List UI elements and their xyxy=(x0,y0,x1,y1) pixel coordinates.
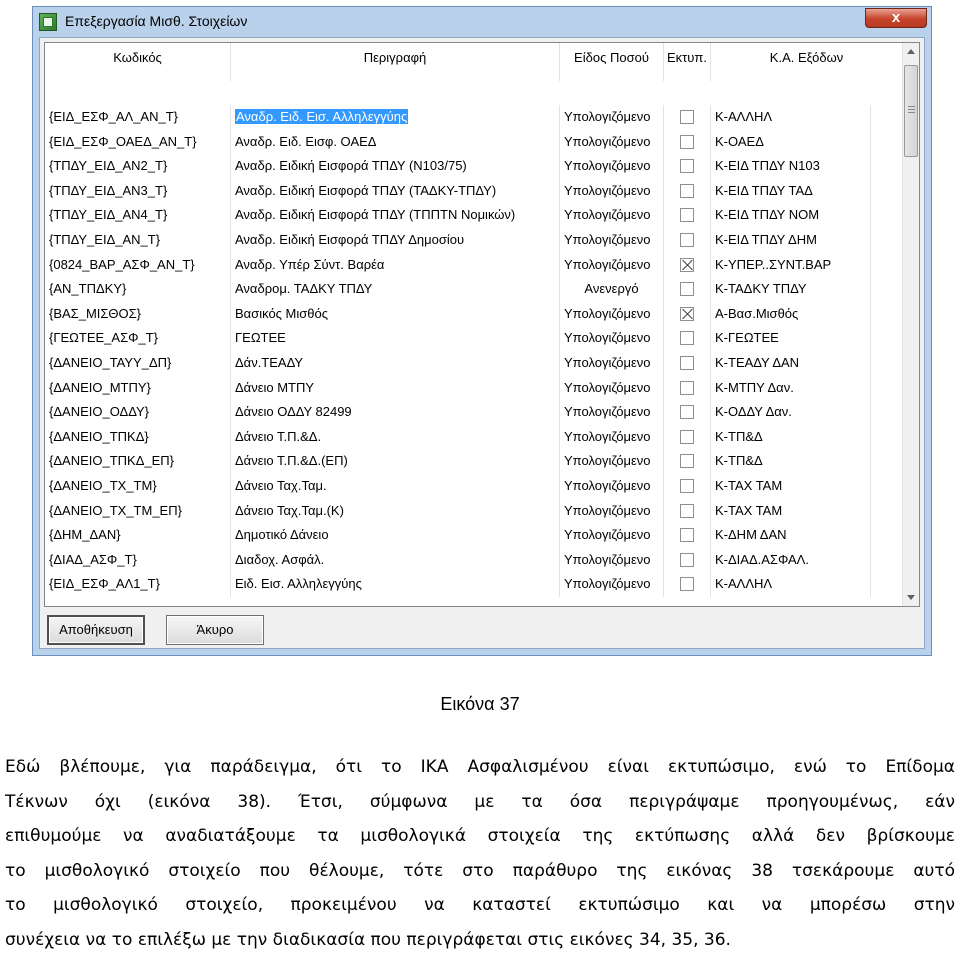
table-row[interactable] xyxy=(45,277,903,302)
description-text: Δάνειο ΜΤΠΥ xyxy=(235,379,315,395)
code-cell[interactable]: {ΔΑΝΕΙΟ_ΤΠΚΔ_ΕΠ} xyxy=(45,449,231,474)
printable-cell xyxy=(664,523,711,548)
paragraph-line: Τέκνων όχι (εικόνα 38). Έτσι, σύμφωνα με τα όσα περιγράψαμε προηγουμένως, εάν xyxy=(5,791,955,812)
expense-code-cell[interactable]: Α-Βασ.Μισθός xyxy=(711,302,871,327)
printable-cell xyxy=(664,228,711,253)
printable-cell xyxy=(664,376,711,401)
table-row[interactable] xyxy=(45,253,903,278)
code-cell[interactable]: {ΔΙΑΔ_ΑΣΦ_Τ} xyxy=(45,548,231,573)
payroll-items-grid xyxy=(44,42,920,607)
code-cell[interactable]: {ΔΑΝΕΙΟ_ΜΤΠΥ} xyxy=(45,376,231,401)
amount-type-cell[interactable]: Υπολογιζόμενο xyxy=(560,179,664,204)
printable-checkbox[interactable] xyxy=(680,577,694,591)
expense-code-cell[interactable]: Κ-ΔΗΜ ΔΑΝ xyxy=(711,523,871,548)
description-text: Αναδρ. Ειδική Εισφορά ΤΠΔΥ (ΤΠΠΤΝ Νομικών) xyxy=(235,207,516,223)
description-cell[interactable] xyxy=(231,302,560,327)
amount-type-cell[interactable]: Υπολογιζόμενο xyxy=(560,474,664,499)
column-header[interactable]: Κωδικός xyxy=(45,43,231,81)
printable-cell xyxy=(664,400,711,425)
code-cell[interactable]: {ΓΕΩΤΕΕ_ΑΣΦ_Τ} xyxy=(45,326,231,351)
amount-type-cell[interactable]: Υπολογιζόμενο xyxy=(560,203,664,228)
code-cell[interactable]: {ΤΠΔΥ_ΕΙΔ_ΑΝ_Τ} xyxy=(45,228,231,253)
table-row[interactable] xyxy=(45,572,903,597)
amount-type-cell[interactable]: Υπολογιζόμενο xyxy=(560,400,664,425)
code-cell[interactable]: {ΔΑΝΕΙΟ_ΤΠΚΔ} xyxy=(45,425,231,450)
printable-cell xyxy=(664,302,711,327)
code-cell[interactable]: {ΤΠΔΥ_ΕΙΔ_ΑΝ2_Τ} xyxy=(45,154,231,179)
description-text: Αναδρ. Ειδική Εισφορά ΤΠΔΥ (Ν103/75) xyxy=(235,158,467,174)
paragraph-line: επιθυμούμε να αναδιατάξουμε τα μισθολογικά στοιχεία της εκτύπωσης αλλά δεν βρίσκουμε xyxy=(5,826,955,847)
description-cell[interactable] xyxy=(231,253,560,278)
description-text: Δάνειο Τ.Π.&Δ.(ΕΠ) xyxy=(235,453,348,469)
description-text: Δάνειο Ταχ.Ταμ. xyxy=(235,477,327,493)
close-button[interactable]: x xyxy=(865,8,927,28)
window-client-area xyxy=(39,37,925,649)
description-text: Δάνειο Τ.Π.&Δ. xyxy=(235,428,322,444)
description-text: Αναδρ. Υπέρ Σύντ. Βαρέα xyxy=(235,256,385,272)
printable-cell xyxy=(664,179,711,204)
description-text: Αναδρ. Ειδ. Εισφ. ΟΑΕΔ xyxy=(235,133,377,149)
amount-type-cell[interactable]: Υπολογιζόμενο xyxy=(560,548,664,573)
code-cell[interactable]: {0824_ΒΑΡ_ΑΣΦ_ΑΝ_Τ} xyxy=(45,253,231,278)
printable-checkbox[interactable] xyxy=(680,258,694,272)
paragraph-line: συνέχεια να το επιλέξω με την διαδικασία που περιγράφεται στις εικόνες 34, 35, 36. xyxy=(5,929,731,950)
expense-code-cell[interactable]: Κ-ΤΠ&Δ xyxy=(711,425,871,450)
description-text: Δημοτικό Δάνειο xyxy=(235,527,329,543)
body-paragraph xyxy=(5,750,955,958)
table-row[interactable] xyxy=(45,154,903,179)
edit-payroll-items-window xyxy=(32,6,932,656)
description-cell[interactable] xyxy=(231,499,560,524)
printable-checkbox[interactable] xyxy=(680,504,694,518)
table-row[interactable] xyxy=(45,449,903,474)
printable-checkbox[interactable] xyxy=(680,356,694,370)
printable-checkbox[interactable] xyxy=(680,479,694,493)
code-cell[interactable]: {ΔΑΝΕΙΟ_ΟΔΔΥ} xyxy=(45,400,231,425)
description-text: Αναδρ. Ειδική Εισφορά ΤΠΔΥ Δημοσίου xyxy=(235,231,465,247)
description-text: Διαδοχ. Ασφάλ. xyxy=(235,551,325,567)
amount-type-cell[interactable]: Υπολογιζόμενο xyxy=(560,105,664,130)
printable-cell xyxy=(664,425,711,450)
description-text: ΓΕΩΤΕΕ xyxy=(235,330,286,346)
expense-code-cell[interactable]: Κ-ΔΙΑΔ.ΑΣΦΑΛ. xyxy=(711,548,871,573)
expense-code-cell[interactable]: Κ-ΟΑΕΔ xyxy=(711,130,871,155)
expense-code-cell[interactable]: Κ-ΤΕΑΔΥ ΔΑΝ xyxy=(711,351,871,376)
paragraph-line: Εδώ βλέπουμε, για παράδειγμα, ότι το ΙΚΑ Ασφαλισμένου είναι εκτυπώσιμο, ενώ το Επίδομα xyxy=(5,757,955,777)
printable-checkbox[interactable] xyxy=(680,553,694,567)
printable-cell xyxy=(664,203,711,228)
table-row[interactable] xyxy=(45,548,903,573)
amount-type-cell[interactable]: Υπολογιζόμενο xyxy=(560,302,664,327)
code-cell[interactable]: {ΤΠΔΥ_ΕΙΔ_ΑΝ3_Τ} xyxy=(45,179,231,204)
code-cell[interactable]: {ΕΙΔ_ΕΣΦ_ΑΛ_ΑΝ_Τ} xyxy=(45,105,231,130)
code-cell[interactable]: {ΔΑΝΕΙΟ_ΤΧ_ΤΜ} xyxy=(45,474,231,499)
table-row[interactable] xyxy=(45,105,903,130)
code-cell[interactable]: {ΑΝ_ΤΠΔΚΥ} xyxy=(45,277,231,302)
printable-checkbox[interactable] xyxy=(680,430,694,444)
expense-code-cell[interactable]: Κ-ΟΔΔΥ Δαν. xyxy=(711,400,871,425)
amount-type-cell[interactable]: Υπολογιζόμενο xyxy=(560,351,664,376)
printable-cell xyxy=(664,351,711,376)
code-cell[interactable]: {ΤΠΔΥ_ΕΙΔ_ΑΝ4_Τ} xyxy=(45,203,231,228)
table-row[interactable] xyxy=(45,474,903,499)
save-button[interactable]: Αποθήκευση xyxy=(47,615,145,645)
expense-code-cell[interactable]: Κ-ΤΑΔΚΥ ΤΠΔΥ xyxy=(711,277,871,302)
description-text: Δάνειο Ταχ.Ταμ.(Κ) xyxy=(235,502,344,518)
printable-checkbox[interactable] xyxy=(680,282,694,296)
amount-type-cell[interactable]: Υπολογιζόμενο xyxy=(560,449,664,474)
printable-checkbox[interactable] xyxy=(680,233,694,247)
code-cell[interactable]: {ΕΙΔ_ΕΣΦ_ΟΑΕΔ_ΑΝ_Τ} xyxy=(45,130,231,155)
table-row[interactable] xyxy=(45,130,903,155)
expense-code-cell[interactable]: Κ-ΕΙΔ ΤΠΔΥ ΔΗΜ xyxy=(711,228,871,253)
table-row[interactable] xyxy=(45,351,903,376)
code-cell[interactable]: {ΔΑΝΕΙΟ_ΤΑΥΥ_ΔΠ} xyxy=(45,351,231,376)
printable-checkbox[interactable] xyxy=(680,208,694,222)
expense-code-cell[interactable]: Κ-ΥΠΕΡ..ΣΥΝΤ.ΒΑΡ xyxy=(711,253,871,278)
table-row[interactable] xyxy=(45,376,903,401)
vertical-scrollbar[interactable] xyxy=(902,43,919,606)
table-row[interactable] xyxy=(45,400,903,425)
paragraph-line: το μισθολογικό στοιχείο που θέλουμε, τότε στο παράθυρο της εικόνας 38 τσεκάρουμε αυτό xyxy=(5,860,955,881)
printable-checkbox[interactable] xyxy=(680,135,694,149)
expense-code-cell[interactable]: Κ-ΤΑΧ ΤΑΜ xyxy=(711,499,871,524)
table-row[interactable] xyxy=(45,499,903,524)
printable-checkbox[interactable] xyxy=(680,381,694,395)
printable-cell xyxy=(664,499,711,524)
description-cell[interactable] xyxy=(231,523,560,548)
description-text: Αναδρ. Ειδ. Εισ. Αλληλεγγύης xyxy=(236,109,408,124)
printable-cell xyxy=(664,253,711,278)
figure-caption: Εικόνα 37 xyxy=(440,694,520,714)
expense-code-cell[interactable]: Κ-ΕΙΔ ΤΠΔΥ Ν103 xyxy=(711,154,871,179)
description-text: Βασικός Μισθός xyxy=(235,305,329,321)
printable-checkbox[interactable] xyxy=(680,307,694,321)
printable-cell xyxy=(664,548,711,573)
description-cell[interactable] xyxy=(231,572,560,597)
amount-type-cell[interactable]: Υπολογιζόμενο xyxy=(560,326,664,351)
column-header[interactable]: Είδος Ποσού xyxy=(560,43,664,81)
scrollbar-thumb[interactable] xyxy=(904,65,918,157)
grid-header xyxy=(45,43,903,81)
printable-cell xyxy=(664,130,711,155)
app-icon xyxy=(39,13,57,31)
title-bar[interactable] xyxy=(33,7,931,37)
code-cell[interactable]: {ΕΙΔ_ΕΣΦ_ΑΛ1_Τ} xyxy=(45,572,231,597)
description-cell[interactable] xyxy=(231,548,560,573)
scroll-down-arrow-icon[interactable] xyxy=(903,589,919,606)
description-cell[interactable] xyxy=(231,351,560,376)
printable-cell xyxy=(664,154,711,179)
table-row[interactable] xyxy=(45,523,903,548)
table-row[interactable] xyxy=(45,425,903,450)
printable-checkbox[interactable] xyxy=(680,110,694,124)
code-cell[interactable]: {ΔΗΜ_ΔΑΝ} xyxy=(45,523,231,548)
description-cell[interactable] xyxy=(231,203,560,228)
amount-type-cell[interactable]: Υπολογιζόμενο xyxy=(560,376,664,401)
expense-code-cell[interactable]: Κ-ΤΠ&Δ xyxy=(711,449,871,474)
amount-type-cell[interactable]: Υπολογιζόμενο xyxy=(560,253,664,278)
column-header[interactable]: Περιγραφή xyxy=(231,43,560,81)
expense-code-cell[interactable]: Κ-ΑΛΛΗΛ xyxy=(711,105,871,130)
expense-code-cell[interactable]: Κ-ΜΤΠΥ Δαν. xyxy=(711,376,871,401)
column-header[interactable]: Εκτυπ. xyxy=(664,43,711,81)
description-cell[interactable] xyxy=(231,425,560,450)
expense-code-cell[interactable]: Κ-ΕΙΔ ΤΠΔΥ ΤΑΔ xyxy=(711,179,871,204)
description-cell[interactable] xyxy=(231,326,560,351)
expense-code-cell[interactable]: Κ-ΕΙΔ ΤΠΔΥ ΝΟΜ xyxy=(711,203,871,228)
table-row[interactable] xyxy=(45,179,903,204)
amount-type-cell[interactable]: Υπολογιζόμενο xyxy=(560,499,664,524)
amount-type-cell[interactable]: Υπολογιζόμενο xyxy=(560,425,664,450)
table-row[interactable] xyxy=(45,302,903,327)
printable-checkbox[interactable] xyxy=(680,405,694,419)
amount-type-cell[interactable]: Υπολογιζόμενο xyxy=(560,154,664,179)
printable-cell xyxy=(664,474,711,499)
expense-code-cell[interactable]: Κ-ΑΛΛΗΛ xyxy=(711,572,871,597)
table-row[interactable] xyxy=(45,326,903,351)
printable-cell xyxy=(664,326,711,351)
description-text: Αναδρ. Ειδική Εισφορά ΤΠΔΥ (ΤΑΔΚΥ-ΤΠΔΥ) xyxy=(235,182,497,198)
description-cell[interactable] xyxy=(231,105,560,130)
expense-code-cell[interactable]: Κ-ΤΑΧ ΤΑΜ xyxy=(711,474,871,499)
description-cell[interactable] xyxy=(231,179,560,204)
printable-cell xyxy=(664,105,711,130)
amount-type-cell[interactable]: Υπολογιζόμενο xyxy=(560,228,664,253)
paragraph-line: το μισθολογικό στοιχείο, προκειμένου να καταστεί εκτυπώσιμο και να μπορέσω στην xyxy=(5,895,955,916)
amount-type-cell[interactable]: Υπολογιζόμενο xyxy=(560,572,664,597)
description-cell[interactable] xyxy=(231,277,560,302)
code-cell[interactable]: {ΔΑΝΕΙΟ_ΤΧ_ΤΜ_ΕΠ} xyxy=(45,499,231,524)
expense-code-cell[interactable]: Κ-ΓΕΩΤΕΕ xyxy=(711,326,871,351)
printable-checkbox[interactable] xyxy=(680,528,694,542)
table-row[interactable] xyxy=(45,203,903,228)
description-text: Δάν.ΤΕΑΔΥ xyxy=(235,354,303,370)
amount-type-cell[interactable]: Υπολογιζόμενο xyxy=(560,523,664,548)
description-cell[interactable] xyxy=(231,400,560,425)
window-title: Επεξεργασία Μισθ. Στοιχείων xyxy=(65,13,248,29)
cancel-button[interactable]: Άκυρο xyxy=(166,615,264,645)
printable-checkbox[interactable] xyxy=(680,454,694,468)
printable-cell xyxy=(664,277,711,302)
scroll-up-arrow-icon[interactable] xyxy=(903,43,919,60)
code-cell[interactable]: {ΒΑΣ_ΜΙΣΘΟΣ} xyxy=(45,302,231,327)
description-cell[interactable] xyxy=(231,154,560,179)
description-cell[interactable] xyxy=(231,449,560,474)
description-text: Ειδ. Εισ. Αλληλεγγύης xyxy=(235,576,362,592)
description-cell[interactable] xyxy=(231,474,560,499)
printable-checkbox[interactable] xyxy=(680,184,694,198)
amount-type-cell[interactable]: Ανενεργό xyxy=(560,277,664,302)
description-text: Αναδρομ. ΤΑΔΚΥ ΤΠΔΥ xyxy=(235,281,373,297)
printable-checkbox[interactable] xyxy=(680,159,694,173)
printable-checkbox[interactable] xyxy=(680,331,694,345)
printable-cell xyxy=(664,449,711,474)
column-header[interactable]: Κ.Α. Εξόδων xyxy=(711,43,903,81)
description-cell[interactable] xyxy=(231,130,560,155)
description-cell[interactable] xyxy=(231,376,560,401)
description-text: Δάνειο ΟΔΔΥ 82499 xyxy=(235,404,352,420)
description-cell[interactable] xyxy=(231,228,560,253)
amount-type-cell[interactable]: Υπολογιζόμενο xyxy=(560,130,664,155)
grid-rows xyxy=(45,105,903,597)
printable-cell xyxy=(664,572,711,597)
table-row[interactable] xyxy=(45,228,903,253)
